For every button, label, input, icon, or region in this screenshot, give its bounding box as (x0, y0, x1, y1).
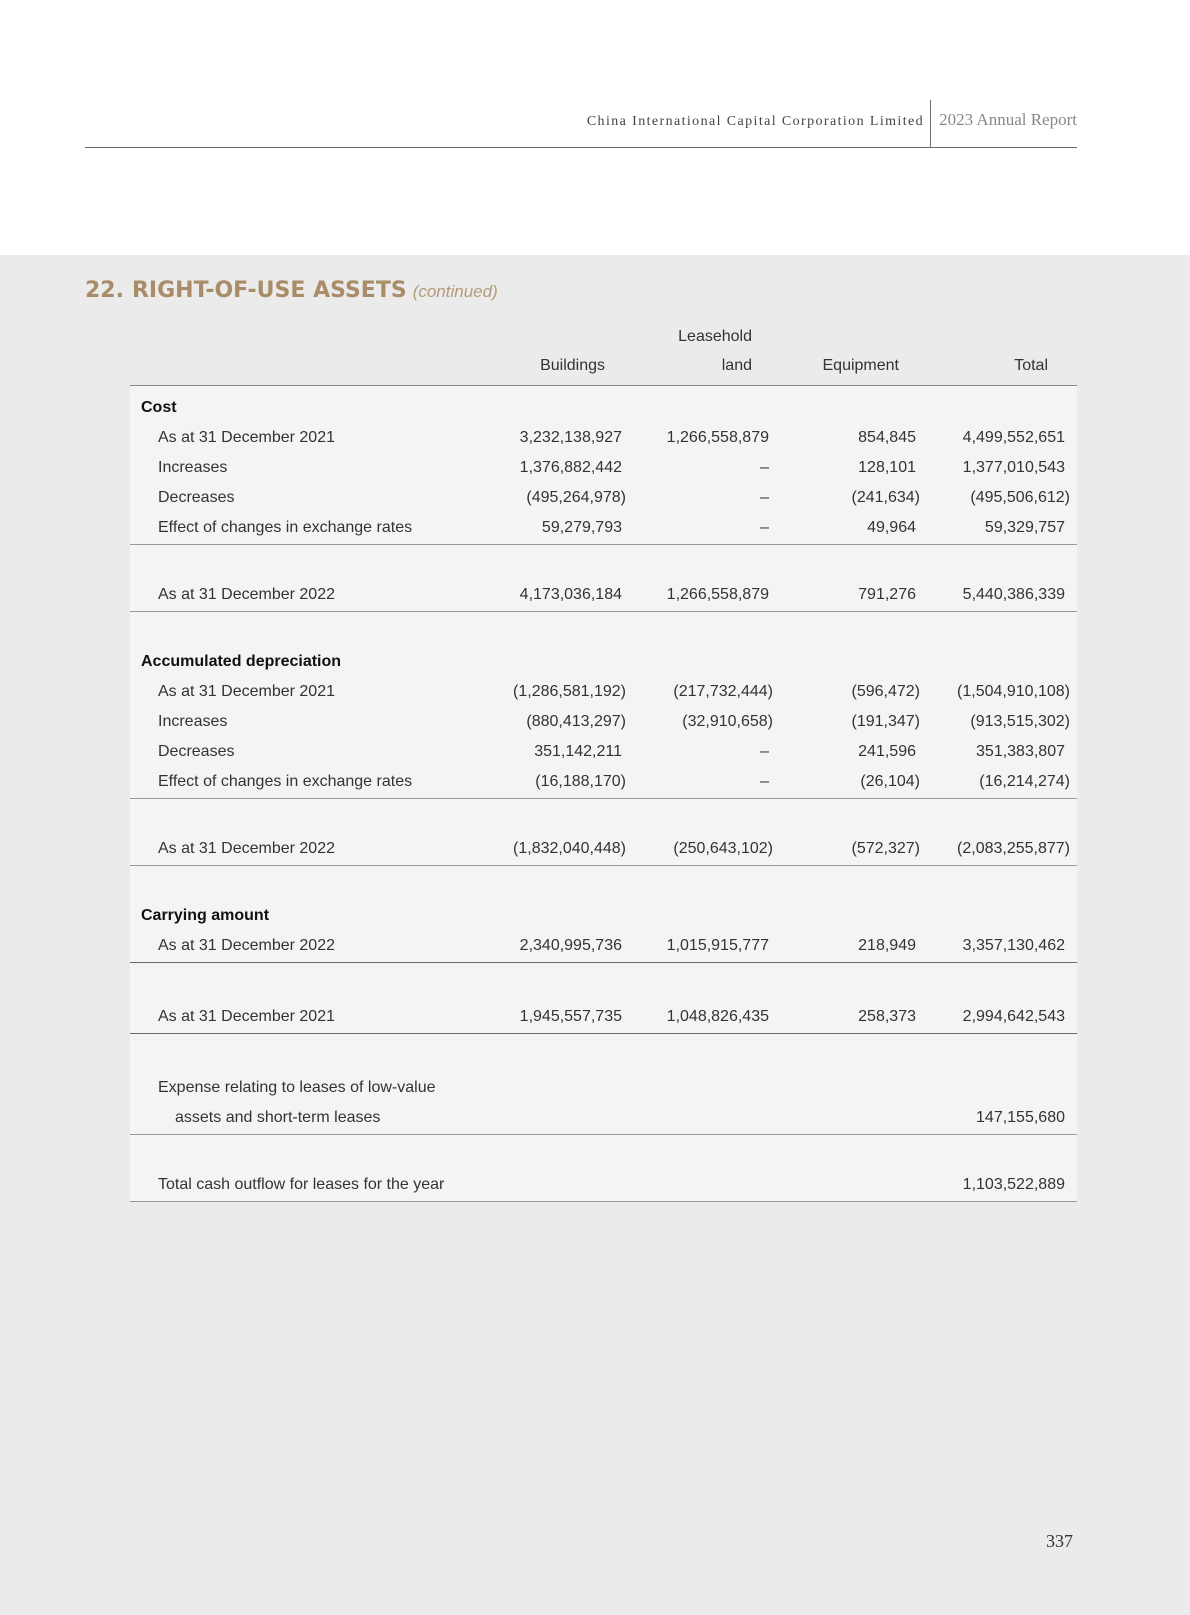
header-divider (930, 100, 931, 147)
buildings-value: 351,142,211 (534, 743, 622, 760)
col-leasehold-top: Leasehold (678, 328, 752, 345)
equipment-value: 49,964 (867, 519, 916, 536)
table-row-subtotal (130, 835, 1077, 866)
total-value: (1,504,910,108) (957, 683, 1070, 700)
total-value: (16,214,274) (979, 773, 1070, 790)
table-row (130, 738, 1077, 768)
cash-outflow-row (130, 1171, 1077, 1202)
row-label: Decreases (158, 489, 235, 506)
depreciation-heading: Accumulated depreciation (141, 653, 342, 670)
total-value: 5,440,386,339 (962, 586, 1065, 603)
page-header (85, 100, 1077, 148)
land-value: – (760, 519, 769, 536)
table-row (130, 484, 1077, 514)
equipment-value: (241,634) (851, 489, 920, 506)
buildings-value: (495,264,978) (526, 489, 626, 506)
land-value: (250,643,102) (673, 840, 773, 857)
equipment-value: (596,472) (851, 683, 920, 700)
total-value: 3,357,130,462 (962, 937, 1065, 954)
land-value: 1,048,826,435 (666, 1008, 769, 1025)
section-heading-row (130, 902, 1077, 932)
equipment-value: (191,347) (851, 713, 920, 730)
buildings-value: 59,279,793 (541, 519, 622, 536)
row-label: Effect of changes in exchange rates (158, 519, 413, 536)
row-label: As at 31 December 2021 (158, 683, 335, 700)
land-value: 1,015,915,777 (666, 937, 769, 954)
buildings-value: (16,188,170) (535, 773, 626, 790)
col-equipment: Equipment (822, 357, 899, 374)
land-value: – (760, 743, 769, 760)
row-label: As at 31 December 2022 (158, 840, 335, 857)
report-title: 2023 Annual Report (939, 110, 1077, 129)
equipment-value: 128,101 (858, 459, 916, 476)
row-label: Increases (158, 459, 228, 476)
land-value: 1,266,558,879 (666, 429, 769, 446)
land-value: – (760, 459, 769, 476)
section-heading-row (130, 648, 1077, 678)
table-row (130, 454, 1077, 484)
buildings-value: 3,232,138,927 (519, 429, 622, 446)
expense-row-line1 (130, 1074, 1077, 1104)
total-value: 1,377,010,543 (962, 459, 1065, 476)
col-total: Total (1014, 357, 1048, 374)
buildings-value: (1,832,040,448) (513, 840, 626, 857)
land-value: 1,266,558,879 (666, 586, 769, 603)
table-row (130, 932, 1077, 963)
carrying-heading: Carrying amount (141, 907, 270, 924)
land-value: – (760, 773, 769, 790)
equipment-value: (26,104) (860, 773, 920, 790)
total-value: (495,506,612) (970, 489, 1070, 506)
section-number: 22. (85, 278, 124, 303)
total-value: 59,329,757 (984, 519, 1065, 536)
col-buildings: Buildings (540, 357, 605, 374)
section-heading-row (130, 394, 1077, 424)
col-leasehold-bottom: land (721, 357, 752, 374)
cash-outflow-total: 1,103,522,889 (962, 1176, 1065, 1193)
expense-total: 147,155,680 (976, 1109, 1065, 1126)
table-row (130, 768, 1077, 799)
buildings-value: 4,173,036,184 (519, 586, 622, 603)
company-name: China International Capital Corporation Limited (586, 114, 924, 129)
section-continued: (continued) (412, 282, 498, 301)
equipment-value: 791,276 (858, 586, 916, 603)
buildings-value: 1,376,882,442 (519, 459, 622, 476)
buildings-value: (880,413,297) (526, 713, 626, 730)
row-label: Increases (158, 713, 228, 730)
row-label: As at 31 December 2022 (158, 586, 335, 603)
table-body (130, 386, 1077, 1202)
table-column-headers (130, 320, 1077, 386)
total-value: 4,499,552,651 (962, 429, 1065, 446)
equipment-value: 218,949 (858, 937, 916, 954)
cash-outflow-label: Total cash outflow for leases for the year (158, 1176, 445, 1193)
page-number: 337 (1046, 1531, 1073, 1551)
expense-label-line2: assets and short-term leases (175, 1109, 381, 1126)
total-value: (2,083,255,877) (957, 840, 1070, 857)
equipment-value: (572,327) (851, 840, 920, 857)
row-label: Effect of changes in exchange rates (158, 773, 413, 790)
row-label: As at 31 December 2021 (158, 429, 335, 446)
buildings-value: 1,945,557,735 (519, 1008, 622, 1025)
row-label: As at 31 December 2021 (158, 1008, 335, 1025)
section-title (85, 278, 498, 303)
total-value: 2,994,642,543 (962, 1008, 1065, 1025)
equipment-value: 241,596 (858, 743, 916, 760)
table-row (130, 678, 1077, 708)
table-row (130, 708, 1077, 738)
total-value: 351,383,807 (976, 743, 1065, 760)
buildings-value: (1,286,581,192) (513, 683, 626, 700)
buildings-value: 2,340,995,736 (519, 937, 622, 954)
table-row (130, 1003, 1077, 1034)
table-row (130, 424, 1077, 454)
expense-label-line1: Expense relating to leases of low-value (158, 1079, 436, 1096)
equipment-value: 854,845 (858, 429, 916, 446)
right-of-use-table (130, 320, 1077, 1202)
expense-row-line2 (130, 1104, 1077, 1135)
land-value: – (760, 489, 769, 506)
land-value: (32,910,658) (682, 713, 773, 730)
total-value: (913,515,302) (970, 713, 1070, 730)
row-label: Decreases (158, 743, 235, 760)
row-label: As at 31 December 2022 (158, 937, 335, 954)
table-row-subtotal (130, 581, 1077, 612)
cost-heading: Cost (141, 399, 177, 416)
table-row (130, 514, 1077, 545)
equipment-value: 258,373 (858, 1008, 916, 1025)
land-value: (217,732,444) (673, 683, 773, 700)
section-heading: RIGHT-OF-USE ASSETS (131, 278, 407, 303)
